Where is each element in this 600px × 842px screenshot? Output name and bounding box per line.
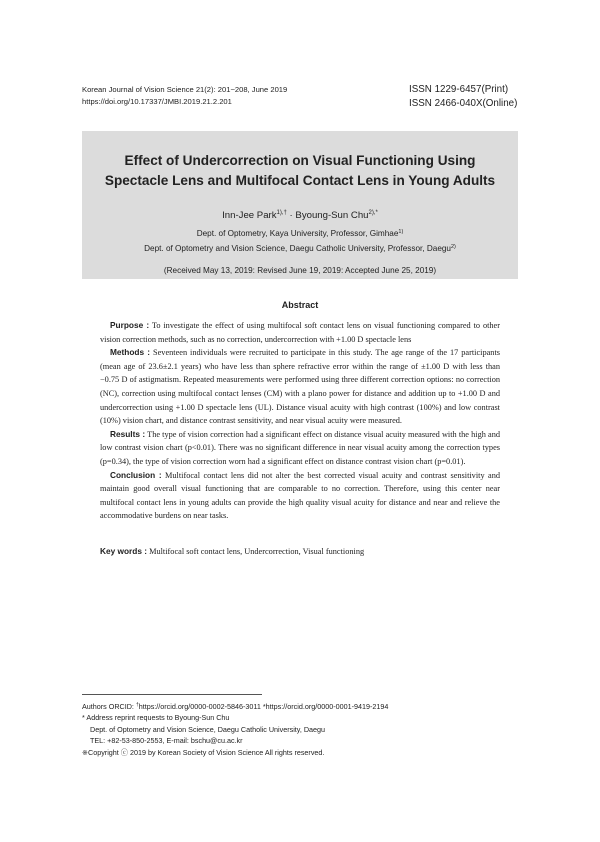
methods-label: Methods : — [110, 347, 151, 358]
title-box — [82, 131, 518, 279]
results-text: The type of vision correction had a significant effect on distance visual acuity measured with the high and low contrast vision chart (p<0.01). There was no significant difference in near visual acuity among the correction types (p=0.34), the type of vision correction worn had a significant effect on distance contrast vision chart (p=0.01). — [100, 429, 500, 466]
affiliation-2-mark: 2) — [451, 244, 456, 250]
journal-citation-block — [82, 84, 287, 108]
orcid-2-mark: * — [262, 702, 266, 711]
author-1-marks: 1),† — [276, 210, 287, 216]
reprint-department: Dept. of Optometry and Vision Science, Daegu Catholic University, Daegu — [90, 724, 326, 734]
affiliation-2-text: Dept. of Optometry and Vision Science, Daegu Catholic University, Professor, Daegu — [144, 244, 451, 253]
doi-link[interactable]: https://doi.org/10.17337/JMBI.2019.21.2.201 — [82, 97, 232, 106]
issn-online: ISSN 2466-040X(Online) — [409, 98, 518, 109]
affiliation-1 — [82, 226, 518, 240]
orcid-line — [82, 700, 518, 712]
results-label: Results : — [110, 428, 146, 439]
reprint-contact: TEL: +82-53-850-2553, E-mail: bschu@cu.ac.kr — [90, 736, 243, 746]
orcid-1-link[interactable]: https://orcid.org/0000-0002-5846-3011 — [138, 702, 261, 711]
keywords-text: Multifocal soft contact lens, Undercorrection, Visual functioning — [147, 547, 365, 556]
abstract-purpose — [100, 319, 500, 346]
issn-block — [409, 83, 517, 111]
abstract-body — [100, 319, 500, 523]
affiliation-1-text: Dept. of Optometry, Kaya University, Professor, Gimhae — [196, 229, 399, 238]
orcid-1-mark: † — [135, 702, 139, 708]
conclusion-text: Multifocal contact lens did not alter the best corrected visual acuity and contrast sensitivity and maintain good overall visual functioning that are comparable to no correction. Therefore, using this center near multifocal contact lens in young adults can provide the high quality visual acuity for distance and near and relieve the accommodative burdens on near tasks. — [100, 470, 500, 521]
footnote-divider — [82, 694, 262, 695]
orcid-label: Authors ORCID: — [82, 702, 134, 711]
title-line-2: Spectacle Lens and Multifocal Contact Lens in Young Adults — [104, 173, 496, 188]
author-list — [82, 206, 518, 223]
conclusion-label: Conclusion : — [110, 469, 162, 480]
abstract-methods — [100, 346, 500, 428]
author-2: Byoung-Sun Chu — [295, 210, 369, 221]
purpose-label: Purpose : — [110, 320, 150, 330]
abstract-heading: Abstract — [281, 300, 319, 310]
journal-citation: Korean Journal of Vision Science 21(2): 201~208, June 2019 — [82, 85, 288, 94]
author-2-marks: 2),* — [368, 210, 378, 216]
received-dates: (Received May 13, 2019: Revised June 19, 2019: Accepted June 25, 2019) — [163, 266, 437, 275]
author-separator: · — [286, 210, 296, 221]
paper-title — [82, 151, 518, 191]
footnotes — [82, 700, 518, 758]
affiliation-1-mark: 1) — [398, 229, 404, 235]
methods-text: Seventeen individuals were recruited to participate in this study. The age range of the 17 participants (mean age of 23.6±2.1 years) who have less than sphere refractive error within the range of ±1.00 D with less than −0.75 D of astigmatism. Repeated measurements were performed using three different correction options: no correction (NC), correction using multifocal contact lenses (CM) with a plano power for distance and addition up to +1.00 D and undercorrection using +1.00 D spectacle lens (UL). Distance visual acuity with high contrast (100%) and low contrast (10%) vision chart, and distance contrast sensitivity, and near visual acuity were measured. — [100, 348, 500, 426]
author-1: Inn-Jee Park — [222, 210, 277, 221]
title-line-1: Effect of Undercorrection on Visual Functioning Using — [124, 153, 476, 168]
affiliation-2 — [82, 241, 518, 255]
reprint-request: * Address reprint requests to Byoung-Sun Chu — [82, 713, 230, 723]
abstract-results — [100, 428, 500, 469]
keywords-label: Key words : — [100, 546, 148, 556]
abstract-conclusion — [100, 469, 500, 523]
copyright-notice: ※Copyright ⓒ 2019 by Korean Society of Vision Science All rights reserved. — [82, 747, 325, 757]
purpose-text: To investigate the effect of using multifocal soft contact lens on visual functioning compared to other vision correction methods, such as no correction, undercorrection with +1.00 D spectacle lens — [100, 321, 500, 344]
issn-print: ISSN 1229-6457(Print) — [409, 84, 509, 95]
orcid-2-link[interactable]: https://orcid.org/0000-0001-9419-2194 — [265, 702, 389, 711]
keywords-line — [100, 545, 500, 558]
